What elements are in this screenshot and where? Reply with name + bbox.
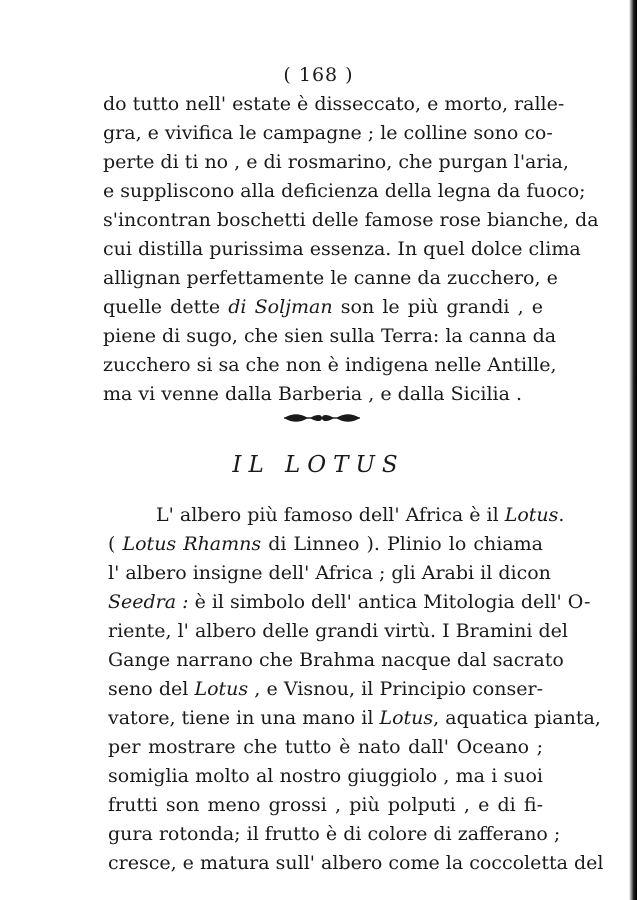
text-span: allignan perfettamente le canne da zucchero, e bbox=[103, 267, 558, 289]
text-span: somiglia molto al nostro giuggiolo , ma i suoi bbox=[108, 765, 543, 787]
text-line bbox=[103, 380, 543, 409]
italic-text: Lotus bbox=[194, 678, 249, 700]
paragraph-2 bbox=[108, 501, 604, 878]
text-span: riente, l' albero delle grandi virtù. I Bramini del bbox=[108, 620, 568, 642]
text-span: . bbox=[558, 504, 565, 526]
text-span: l' albero insigne dell' Africa ; gli Arabi il dicon bbox=[108, 562, 551, 584]
text-span: ma vi venne dalla Barberia , e dalla Sicilia . bbox=[103, 383, 523, 405]
text-line bbox=[103, 264, 558, 293]
text-span: e suppliscono alla deficienza della legna da fuoco; bbox=[103, 180, 586, 202]
text-line bbox=[108, 820, 561, 849]
text-line bbox=[108, 762, 543, 791]
text-span: gura rotonda; il frutto è di colore di zafferano ; bbox=[108, 823, 561, 845]
text-span: L' albero più famoso dell' Africa è il bbox=[156, 504, 505, 526]
text-span: frutti son meno grossi , più polputi , e di fi- bbox=[108, 794, 543, 816]
text-line bbox=[103, 90, 565, 119]
italic-text: di Soljman bbox=[228, 296, 333, 318]
page-edge-shadow bbox=[629, 0, 637, 900]
text-line bbox=[103, 119, 553, 148]
text-line bbox=[108, 849, 604, 878]
italic-text: Lotus bbox=[504, 504, 559, 526]
text-line bbox=[103, 322, 557, 351]
text-span: do tutto nell' estate è disseccato, e morto, ralle- bbox=[103, 93, 565, 115]
italic-text: Lotus Rhamns bbox=[122, 533, 262, 555]
text-span: di Linneo ). Plinio lo chiama bbox=[261, 533, 543, 555]
page-number: ( 168 ) bbox=[283, 64, 354, 86]
text-span: vatore, tiene in una mano il bbox=[108, 707, 380, 729]
paragraph-1 bbox=[103, 90, 599, 409]
text-span: per mostrare che tutto è nato dall' Oceano ; bbox=[108, 736, 543, 758]
text-span: s'incontran boschetti delle famose rose bianche, da bbox=[103, 209, 599, 231]
section-title: IL LOTUS bbox=[232, 452, 405, 478]
text-span: quelle dette bbox=[103, 296, 229, 318]
text-line bbox=[108, 675, 543, 704]
text-line bbox=[108, 501, 565, 530]
text-line bbox=[108, 617, 568, 646]
text-line bbox=[103, 235, 581, 264]
text-span: perte di ti no , e di rosmarino, che purgan l'aria, bbox=[103, 151, 569, 173]
text-span: ( bbox=[108, 533, 123, 555]
text-span: è il simbolo dell' antica Mitologia dell' O- bbox=[188, 591, 591, 613]
text-line bbox=[103, 293, 543, 322]
text-line bbox=[103, 177, 586, 206]
text-line bbox=[108, 588, 591, 617]
text-line bbox=[108, 733, 543, 762]
text-line bbox=[108, 704, 601, 733]
text-line bbox=[103, 148, 569, 177]
text-line bbox=[108, 530, 543, 559]
text-line bbox=[108, 559, 551, 588]
text-span: piene di sugo, che sien sulla Terra: la canna da bbox=[103, 325, 557, 347]
text-line bbox=[108, 791, 543, 820]
text-line bbox=[108, 646, 564, 675]
text-line bbox=[103, 206, 599, 235]
text-span: Gange narrano che Brahma nacque dal sacrato bbox=[108, 649, 564, 671]
text-span: son le più grandi , e bbox=[332, 296, 543, 318]
italic-text: Lotus bbox=[379, 707, 434, 729]
text-span: zucchero si sa che non è indigena nelle Antille, bbox=[103, 354, 557, 376]
text-span: , aquatica pianta, bbox=[433, 707, 601, 729]
ornament-divider bbox=[282, 410, 362, 426]
text-span: cresce, e matura sull' albero come la coccoletta del bbox=[108, 852, 604, 874]
text-span: cui distilla purissima essenza. In quel dolce clima bbox=[103, 238, 581, 260]
text-span: gra, e vivifica le campagne ; le colline sono co- bbox=[103, 122, 553, 144]
text-span: seno del bbox=[108, 678, 195, 700]
text-line bbox=[103, 351, 557, 380]
text-span: , e Visnou, il Principio conser- bbox=[248, 678, 544, 700]
italic-text: Seedra : bbox=[108, 591, 189, 613]
